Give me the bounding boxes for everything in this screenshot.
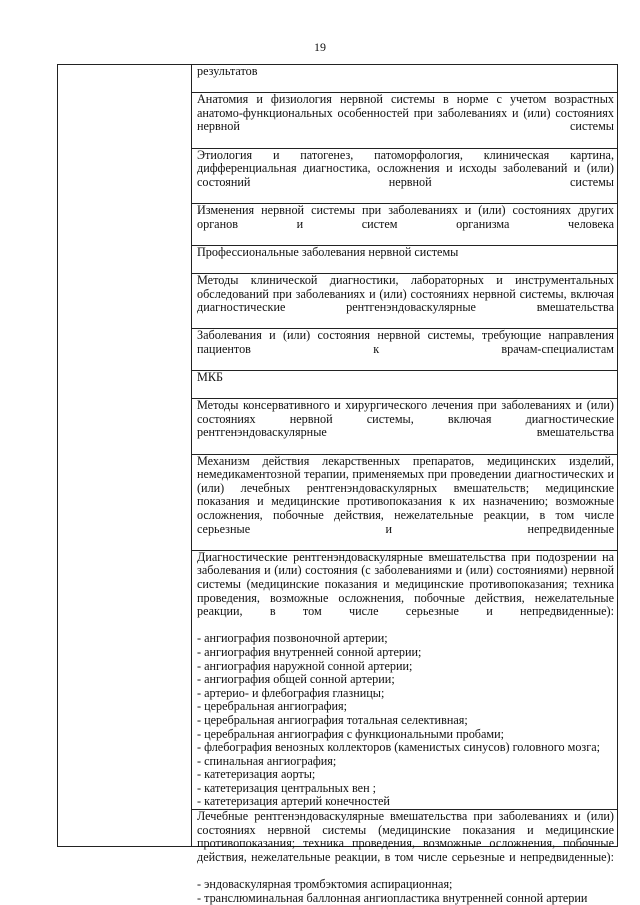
requirements-table — [57, 64, 618, 905]
list-item: - флебография венозных коллекторов (каменистых синусов) головного мозга; — [197, 741, 614, 755]
cell-text: Заболевания и (или) состояния нервной системы, требующие направления пациентов к врачам-специалистам — [197, 328, 614, 356]
table-right-column — [192, 65, 617, 905]
table-cell — [192, 329, 617, 371]
table-cell — [192, 551, 617, 810]
cell-text: Анатомия и физиология нервной системы в норме с учетом возрастных анатомо-функциональных особенностей при заболеваниях и (или) состояниях нервной системы — [197, 92, 614, 134]
cell-text: результатов — [197, 64, 258, 78]
table-cell — [192, 149, 617, 204]
list-item: - ангиография внутренней сонной артерии; — [197, 646, 614, 660]
cell-text: Лечебные рентгенэндоваскулярные вмешательства при заболеваниях и (или) состояниях нервной системы (медицинские показания и медицинские противопоказания; техника проведения, возможные осложнения, побочные действия, нежелательные реакции, в том числе серьезные и непредвиденные): — [197, 809, 614, 864]
list-item: - церебральная ангиография тотальная селективная; — [197, 714, 614, 728]
list-item: - ангиография общей сонной артерии; — [197, 673, 614, 687]
list-item: - катетеризация артерий конечностей — [197, 795, 614, 809]
list-item: - ангиография наружной сонной артерии; — [197, 660, 614, 674]
procedure-list — [197, 632, 614, 809]
table-cell — [192, 65, 617, 93]
table-cell — [192, 371, 617, 399]
table-cell — [192, 204, 617, 246]
cell-text: Этиология и патогенез, патоморфология, клиническая картина, дифференциальная диагностика, осложнения и исходы заболеваний и (или) состояний нервной системы — [197, 147, 614, 189]
table-cell — [192, 93, 617, 148]
page-number: 19 — [314, 40, 326, 54]
cell-text: Методы консервативного и хирургического лечения при заболеваниях и (или) состояниях нервной системы, включая диагностические рентгенэндоваскулярные вмешательства — [197, 398, 614, 440]
cell-text: Изменения нервной системы при заболеваниях и (или) состояниях других органов и систем организма человека — [197, 202, 614, 231]
list-item: - катетеризация аорты; — [197, 768, 614, 782]
cell-text: Диагностические рентгенэндоваскулярные вмешательства при подозрении на заболевания и (или) состояния (с заболеваниями и (или) состояниями) нервной системы (медицинские показания и медицинские противопоказания; техника проведения, возможные осложнения, побочные действия, нежелательные реакции, в том числе серьезные и непредвиденные): — [197, 549, 614, 619]
procedure-list — [197, 878, 614, 905]
table-cell — [192, 455, 617, 551]
table-cell — [192, 274, 617, 329]
table-left-column — [58, 65, 192, 846]
list-item: - спинальная ангиография; — [197, 755, 614, 769]
table-cell — [192, 246, 617, 274]
list-item: - церебральная ангиография с функциональными пробами; — [197, 728, 614, 742]
table-cell — [192, 399, 617, 454]
cell-text: Механизм действия лекарственных препаратов, медицинских изделий, немедикаментозной терапии, применяемых при проведении диагностических и (или) лечебных рентгенэндоваскулярных вмешательств; медицинские показания и медицинские противопоказания к их назначению; возможные осложнения, побочные действия, нежелательные реакции, в том числе серьезные и непредвиденные — [197, 453, 614, 536]
table-cell — [192, 810, 617, 905]
list-item: - артерио- и флебография глазницы; — [197, 687, 614, 701]
list-item: - катетеризация центральных вен ; — [197, 782, 614, 796]
list-item: - эндоваскулярная тромбэктомия аспирационная; — [197, 878, 614, 892]
list-item: - ангиография позвоночной артерии; — [197, 632, 614, 646]
cell-text: Методы клинической диагностики, лабораторных и инструментальных обследований при заболеваниях и (или) состояниях нервной системы, включая диагностические рентгенэндоваскулярные вмешательства — [197, 272, 614, 315]
cell-text: МКБ — [197, 370, 223, 385]
list-item: - транслюминальная баллонная ангиопластика внутренней сонной артерии — [197, 892, 614, 905]
list-item: - церебральная ангиография; — [197, 700, 614, 714]
cell-text: Профессиональные заболевания нервной системы — [197, 244, 459, 259]
